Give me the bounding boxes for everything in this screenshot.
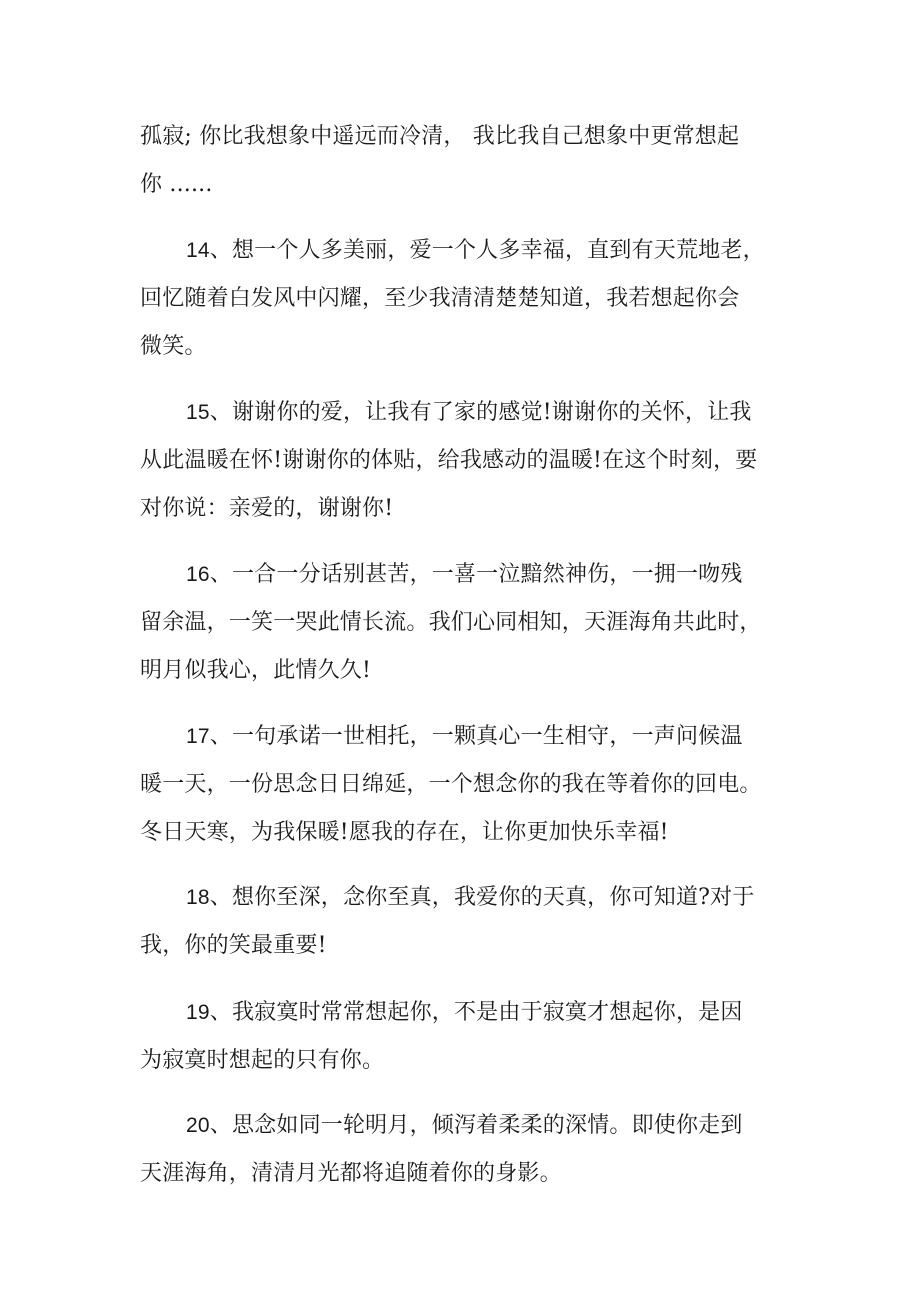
text-line [140, 713, 785, 761]
paragraph-13-continued [140, 113, 785, 209]
paragraph-number: 14 [186, 239, 210, 262]
text-line: 你 ...... [140, 172, 213, 197]
paragraph-16 [140, 551, 785, 695]
text-line: 留余温，一笑一哭此情长流。我们心同相知，天涯海角共此时， [140, 610, 762, 635]
paragraph-15 [140, 389, 785, 533]
text-line [140, 389, 785, 437]
text-line: 暖一天，一份思念日日绵延，一个想念你的我在等着你的回电。 [140, 772, 762, 797]
text-run: 、一句承诺一世相托，一颗真心一生相守，一声问候温 [209, 724, 743, 749]
text-line: 孤寂; 你比我想象中遥远而冷清， 我比我自己想象中更常想起 [140, 124, 740, 149]
paragraph-14 [140, 227, 785, 371]
text-line [140, 989, 785, 1037]
text-run: 、谢谢你的爱，让我有了家的感觉!谢谢你的关怀，让我 [209, 400, 752, 425]
text-line: 对你说：亲爱的，谢谢你! [140, 496, 394, 521]
text-line [140, 1102, 785, 1150]
text-run: 、想一个人多美丽，爱一个人多幸福，直到有天荒地老， [209, 238, 765, 263]
paragraph-number: 16 [186, 563, 210, 586]
text-line: 天涯海角，清清月光都将追随着你的身影。 [140, 1161, 562, 1186]
text-run: 、我寂寞时常常想起你，不是由于寂寞才想起你，是因 [209, 1000, 743, 1025]
text-line [140, 227, 785, 275]
text-line: 微笑。 [140, 334, 207, 359]
text-run: 、想你至深，念你至真，我爱你的天真，你可知道?对于 [209, 885, 755, 910]
text-line: 我，你的笑最重要! [140, 933, 327, 958]
paragraph-number: 20 [186, 1114, 210, 1137]
paragraph-18 [140, 874, 785, 970]
text-line [140, 551, 785, 599]
text-run: 、思念如同一轮明月，倾泻着柔柔的深情。即使你走到 [209, 1113, 743, 1138]
paragraph-20 [140, 1102, 785, 1198]
text-line: 从此温暖在怀!谢谢你的体贴，给我感动的温暖!在这个时刻，要 [140, 448, 758, 473]
text-line: 为寂寞时想起的只有你。 [140, 1048, 385, 1073]
paragraph-19 [140, 989, 785, 1085]
paragraph-number: 19 [186, 1001, 210, 1024]
text-run: 、一合一分话别甚苦，一喜一泣黯然神伤，一拥一吻残 [209, 562, 743, 587]
text-line: 回忆随着白发风中闪耀，至少我清清楚楚知道，我若想起你会 [140, 286, 740, 311]
paragraph-number: 15 [186, 401, 210, 424]
text-line: 冬日天寒，为我保暖!愿我的存在，让你更加快乐幸福! [140, 820, 669, 845]
paragraph-number: 18 [186, 886, 210, 909]
paragraph-17 [140, 713, 785, 857]
text-line: 明月似我心，此情久久! [140, 658, 372, 683]
text-line [140, 874, 785, 922]
paragraph-number: 17 [186, 725, 210, 748]
